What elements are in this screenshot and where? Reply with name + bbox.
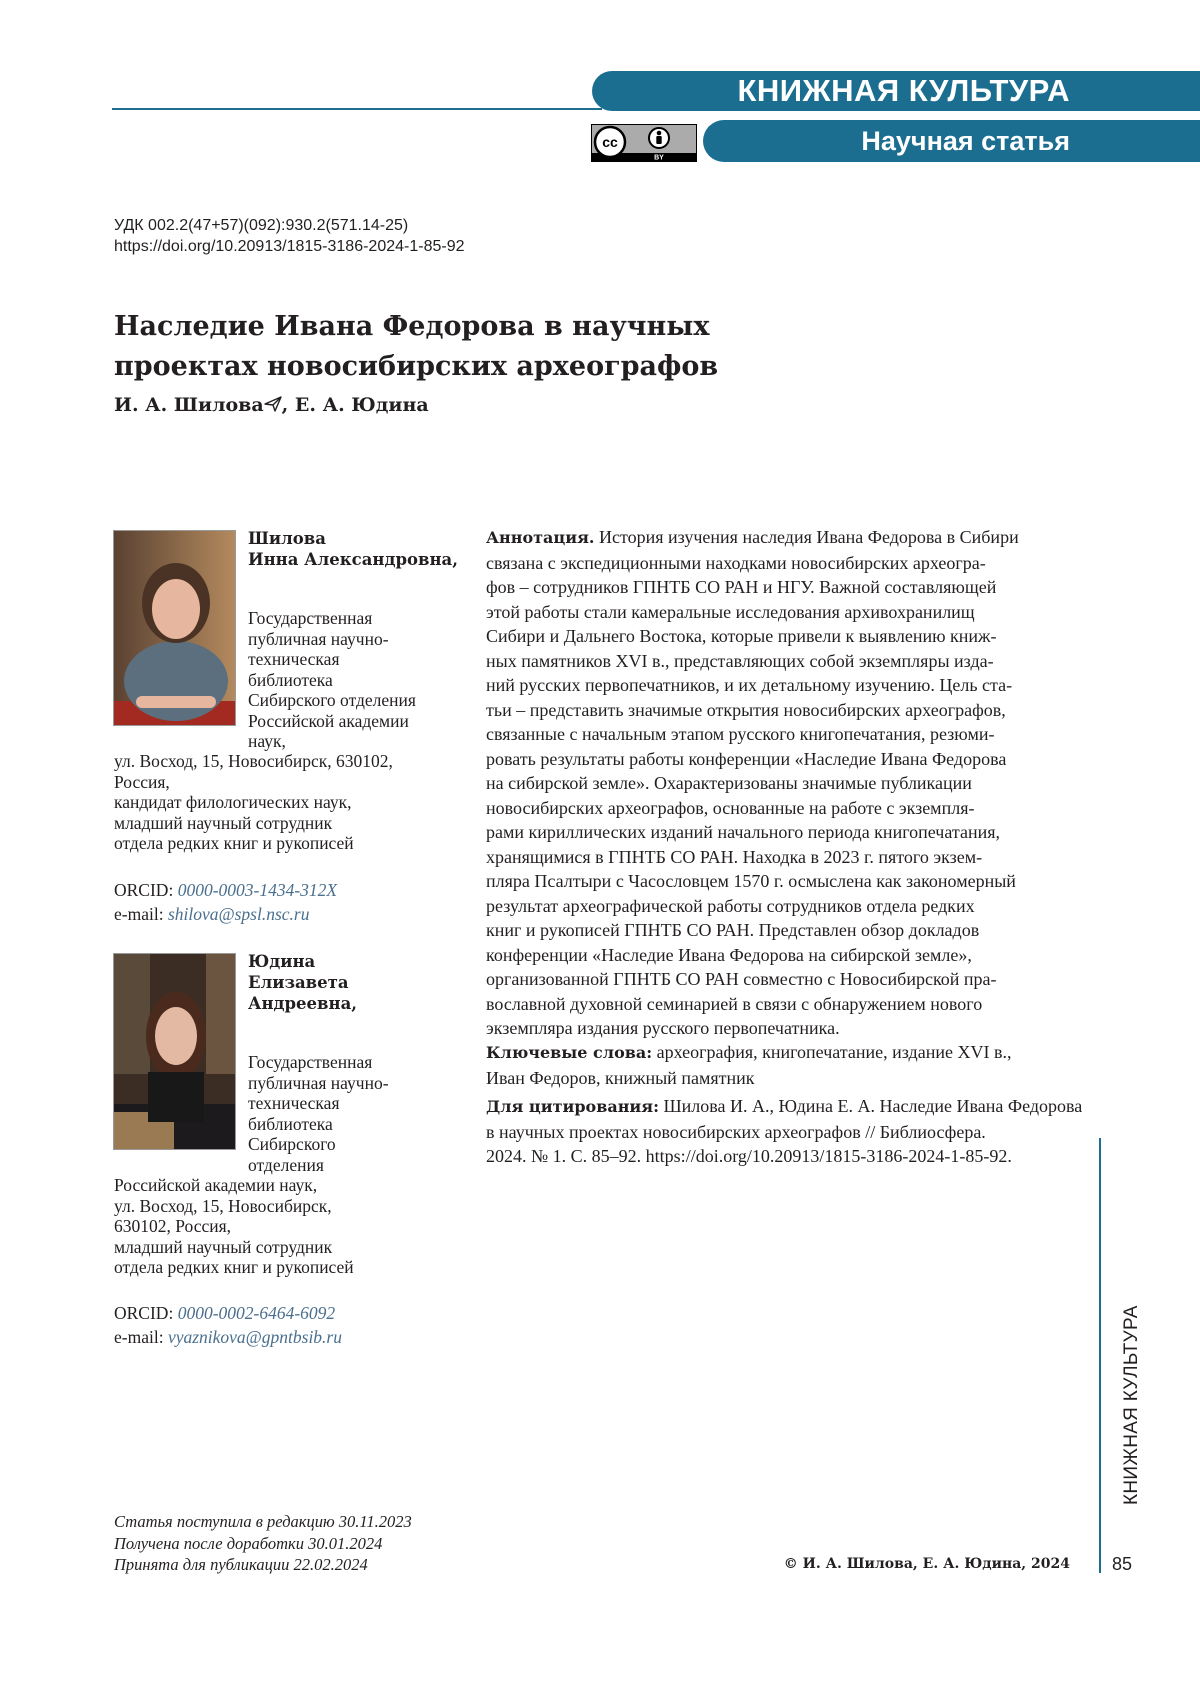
author-affiliation: [248, 608, 416, 752]
date-line: Статья поступила в редакцию 30.11.2023: [114, 1512, 412, 1531]
abstract-line: книг и рукописей ГПНТБ СО РАН. Представлен обзор докладов: [486, 920, 980, 940]
abstract-line: хранящимися в ГПНТБ СО РАН. Находка в 2023 г. пятого экзем-: [486, 846, 983, 867]
abstract-line: результат археографической работы сотрудников отдела редких: [486, 895, 975, 916]
abstract-line: Сибири и Дальнего Востока, которые привели к выявлению книж-: [486, 626, 997, 646]
cc-by-license-badge[interactable]: [591, 124, 697, 162]
aff-line: публичная научно-: [248, 1072, 389, 1093]
keywords-line: Иван Федоров, книжный памятник: [486, 1067, 755, 1088]
side-section-label: КНИЖНАЯ КУЛЬТУРА: [1121, 1305, 1142, 1505]
aff-line: техническая: [248, 649, 340, 669]
detail-line: Россия,: [114, 771, 170, 792]
author-name: [248, 528, 458, 570]
date-line: Получена после доработки 30.01.2024: [114, 1533, 383, 1553]
orcid-label: ORCID:: [114, 880, 174, 900]
author-details: [114, 751, 393, 854]
abstract-line: ний русских первопечатников, и их детальному изучению. Цель ста-: [486, 675, 1013, 695]
aff-line: Государственная: [248, 1052, 373, 1072]
orcid-link[interactable]: 0000-0003-1434-312X: [177, 880, 338, 900]
aff-line: наук,: [248, 731, 286, 751]
udc-code: УДК 002.2(47+57)(092):930.2(571.14-25): [114, 217, 409, 234]
abstract-line: вославной духовной семинарией в связи с обнаружением нового: [486, 993, 983, 1014]
cc-by-icon: [592, 125, 696, 161]
email-link[interactable]: shilova@spsl.nsc.ru: [167, 904, 310, 924]
author-name: , Е. А. Юдина: [281, 394, 429, 416]
abstract: [486, 525, 1071, 1041]
abstract-line: История изучения наследия Ивана Федорова в Сибири: [594, 527, 1019, 547]
abstract-line: на сибирской земле». Охарактеризованы значимые публикации: [486, 773, 972, 793]
aff-line: Сибирского: [248, 1134, 336, 1154]
detail-line: отдела редких книг и рукописей: [114, 833, 354, 853]
abstract-line: экземпляра издания русского первопечатника.: [486, 1018, 840, 1038]
abstract-line: новосибирских археографов, основанные на работе с экземпля-: [486, 797, 975, 818]
citation-line: в научных проектах новосибирских археографов // Библиосфера.: [486, 1121, 986, 1142]
abstract-line: тьи – представить значимые открытия новосибирских археографов,: [486, 699, 1006, 720]
aff-line: Российской академии: [248, 710, 409, 731]
orcid-link[interactable]: 0000-0002-6464-6092: [177, 1303, 336, 1323]
orcid-label: ORCID:: [114, 1303, 174, 1323]
aff-line: отделения: [248, 1154, 324, 1175]
author-contacts: [114, 1301, 342, 1349]
abstract-label: Аннотация.: [486, 528, 595, 547]
detail-line: младший научный сотрудник: [114, 1236, 333, 1257]
author-affiliation: [248, 1052, 389, 1175]
keywords-label: Ключевые слова:: [486, 1043, 653, 1062]
aff-line: публичная научно-: [248, 628, 389, 649]
abstract-line: ровать результаты работы конференции «Наследие Ивана Федорова: [486, 748, 1007, 769]
author-photo: [113, 530, 236, 726]
abstract-line: фов – сотрудников ГПНТБ СО РАН и НГУ. Важной составляющей: [486, 577, 997, 597]
email-link[interactable]: vyaznikova@gpntbsib.ru: [167, 1327, 342, 1347]
aff-line: библиотека: [248, 1113, 333, 1134]
header-rule: [112, 108, 602, 110]
cc-text: cc: [602, 134, 618, 150]
send-icon: [264, 396, 282, 412]
page-number: 85: [1112, 1554, 1133, 1574]
name-line: Инна Александровна,: [248, 550, 458, 569]
detail-line: ул. Восход, 15, Новосибирск, 630102,: [114, 751, 393, 771]
author-name: [248, 951, 357, 1014]
name-line: Юдина: [248, 952, 316, 971]
copyright: © И. А. Шилова, Е. А. Юдина, 2024: [783, 1556, 1070, 1572]
date-line: Принята для публикации 22.02.2024: [114, 1555, 368, 1574]
doi-link[interactable]: https://doi.org/10.20913/1815-3186-2024-1-85-92: [114, 238, 465, 255]
citation-line: Шилова И. А., Юдина Е. А. Наследие Ивана Федорова: [659, 1096, 1083, 1116]
citation-line[interactable]: 2024. № 1. С. 85–92. https://doi.org/10.20913/1815-3186-2024-1-85-92.: [486, 1146, 1012, 1166]
aff-line: Государственная: [248, 608, 373, 628]
section-title: КНИЖНАЯ КУЛЬТУРА: [737, 73, 1070, 108]
author-details: [114, 1175, 354, 1278]
abstract-line: рами кириллических изданий начального периода книгопечатания,: [486, 822, 1001, 842]
email-label: e-mail:: [114, 904, 164, 924]
author-contacts: [114, 878, 337, 926]
name-line: Шилова: [248, 529, 326, 548]
name-line: Андреевна,: [248, 994, 358, 1013]
keywords-line: археография, книгопечатание, издание XVI в.,: [652, 1042, 1012, 1062]
detail-line: 630102, Россия,: [114, 1216, 232, 1236]
title-line: Наследие Ивана Федорова в научных: [114, 311, 710, 342]
detail-line: ул. Восход, 15, Новосибирск,: [114, 1195, 332, 1216]
title-line: проектах новосибирских археографов: [114, 351, 719, 382]
abstract-line: конференции «Наследие Ивана Федорова на сибирской земле»,: [486, 944, 972, 965]
author-name: И. А. Шилова: [114, 394, 264, 416]
abstract-line: этой работы стали камеральные исследования архивохранилищ: [486, 601, 975, 622]
detail-line: Российской академии наук,: [114, 1175, 318, 1195]
citation: [486, 1094, 1082, 1169]
article-type: Научная статья: [861, 126, 1070, 156]
detail-line: младший научный сотрудник: [114, 812, 333, 833]
author-photo: [113, 953, 236, 1150]
abstract-line: пляра Псалтыри с Часословцем 1570 г. осмыслена как закономерный: [486, 871, 1016, 891]
aff-line: техническая: [248, 1093, 340, 1113]
name-line: Елизавета: [248, 973, 349, 992]
abstract-line: организованной ГПНТБ СО РАН совместно с Новосибирской пра-: [486, 969, 997, 989]
by-text: BY: [654, 154, 664, 161]
citation-label: Для цитирования:: [486, 1097, 660, 1116]
aff-line: Сибирского отделения: [248, 690, 416, 710]
article-title: [114, 307, 814, 387]
abstract-line: связанные с начальным этапом русского книгопечатания, резюми-: [486, 724, 995, 744]
side-rule: [1099, 1138, 1101, 1573]
detail-line: кандидат филологических наук,: [114, 792, 352, 812]
abstract-line: ных памятников XVI в., представляющих собой экземпляры изда-: [486, 650, 994, 671]
keywords: [486, 1040, 1011, 1090]
author-list: [114, 394, 429, 416]
aff-line: библиотека: [248, 669, 333, 690]
detail-line: отдела редких книг и рукописей: [114, 1257, 354, 1277]
abstract-line: связана с экспедиционными находками новосибирских археогра-: [486, 552, 986, 573]
submission-dates: [114, 1511, 412, 1576]
email-label: e-mail:: [114, 1327, 164, 1347]
